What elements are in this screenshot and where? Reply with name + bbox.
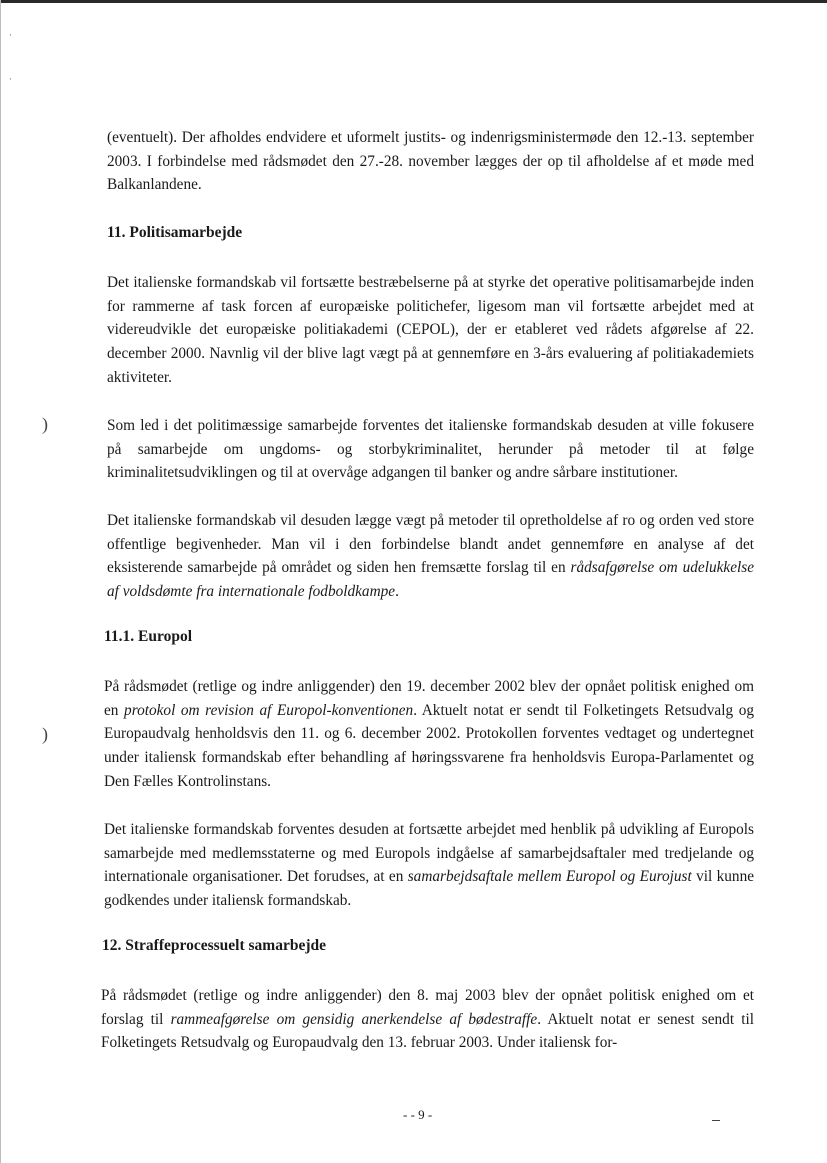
italic-term: rådsafgørelse om udelukkelse af voldsdømte fra internationale fodboldkampe: [107, 559, 754, 601]
text-run: vil kunne godkendes under italiensk formandskab.: [104, 868, 755, 910]
punch-mark: ·: [9, 74, 12, 84]
paragraph-europol-1: [104, 675, 754, 794]
margin-paren-mark: ): [42, 414, 48, 434]
paragraph-straffeprocessuelt-1: [101, 984, 754, 1055]
heading-politisamarbejde: 11. Politisamarbejde: [107, 224, 243, 241]
scan-left-edge: [0, 0, 1, 1163]
intro-paragraph: (eventuelt). Der afholdes endvidere et uformelt justits- og indenrigsministermøde den 12.-13. september 2003. I forbindelse med rådsmødet den 27.-28. november lægges der op til afholdelse af et møde med Balkanlandene.: [107, 129, 754, 194]
paragraph-europol-2: [104, 818, 754, 913]
scan-mark: [712, 1120, 720, 1121]
italic-term: protokol om revision af Europol-konventionen: [124, 701, 414, 719]
page-number: - - 9 -: [403, 1107, 433, 1122]
margin-paren-mark: ): [42, 724, 48, 744]
italic-term: samarbejdsaftale mellem Europol og Eurojust: [407, 868, 692, 886]
heading-straffeprocessuelt: 12. Straffeprocessuelt samarbejde: [102, 937, 326, 954]
text-run: . Aktuelt notat er sendt til Folketingets Retsudvalg og Europaudvalg henholdsvis den 11. og 6. december 2002. Protokollen forventes vedtaget og undertegnet under italiensk formandskab efter behandling af høringssvarene fra henholdsvis Europa-Parlamentet og Den Fælles Kontrolinstans.: [104, 701, 754, 790]
paragraph-politisamarbejde-3: [107, 509, 754, 604]
text-run: Det italienske formandskab forventes desuden at fortsætte arbejdet med henblik på udvikling af Europols samarbejde med medlemsstaterne og med Europols indgåelse af samarbejdsaftaler med tredjelande og internationale organisationer. Det forudses, at en: [104, 821, 754, 886]
scan-top-edge: [0, 0, 827, 3]
text-run: .: [395, 583, 399, 601]
text-run: Det italienske formandskab vil desuden lægge vægt på metoder til opretholdelse af ro og orden ved store offentlige begivenheder. Man vil i den forbindelse blandt andet gennemføre en analyse af det eksisterende samarbejde på området og siden hen fremsætte forslag til en: [107, 512, 754, 577]
heading-europol: 11.1. Europol: [104, 628, 193, 645]
paragraph-politisamarbejde-2: Som led i det politimæssige samarbejde forventes det italienske formandskab desuden at ville fokusere på samarbejde om ungdoms- og storbykriminalitet, herunder på metoder til at følge kriminalitetsudviklingen og til at overvåge adgangen til banker og andre sårbare institutioner.: [107, 417, 754, 482]
paragraph-politisamarbejde-1: Det italienske formandskab vil fortsætte bestræbelserne på at styrke det operative politisamarbejde inden for rammerne af task forcen af europæiske politichefer, ligesom man vil fortsætte arbejdet med at videreudvikle det europæiske politiakademi (CEPOL), der er etableret ved rådets afgørelse af 22. december 2000. Navnlig vil der blive lagt vægt på at gennemføre en 3-års evaluering af politiakademiets aktiviteter.: [107, 274, 754, 386]
text-run: . Aktuelt notat er senest sendt til Folketingets Retsudvalg og Europaudvalg den 13. februar 2003. Under italiensk for-: [101, 1010, 754, 1052]
text-run: På rådsmødet (retlige og indre anliggender) den 8. maj 2003 blev der opnået politisk enighed om et forslag til: [101, 987, 754, 1028]
italic-term: rammeafgørelse om gensidig anerkendelse af bødestraffe: [170, 1010, 538, 1028]
text-run: På rådsmødet (retlige og indre anliggender) den 19. december 2002 blev der opnået politisk enighed om en: [104, 678, 754, 719]
punch-mark: ·: [9, 30, 12, 40]
